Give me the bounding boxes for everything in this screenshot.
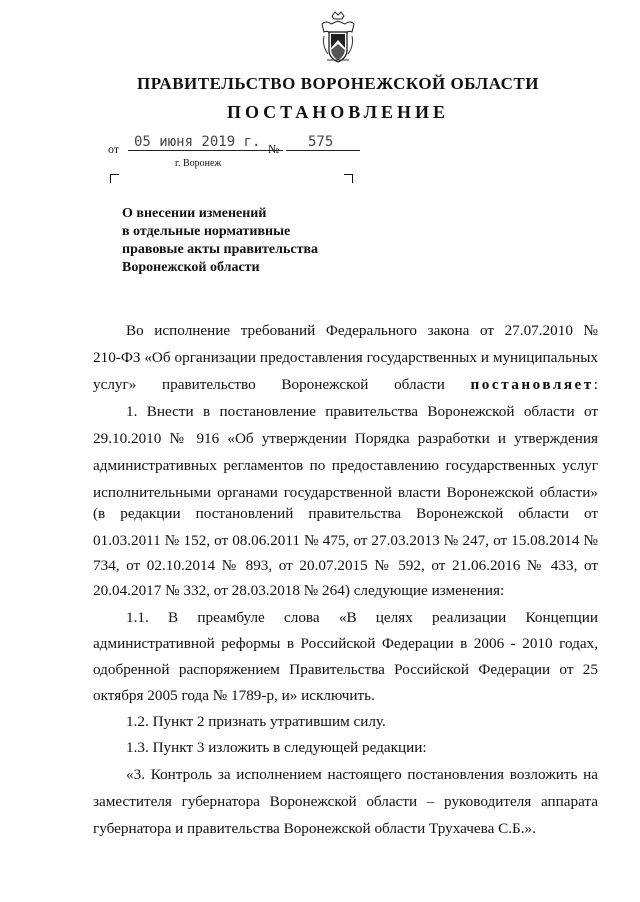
body-line: 01.03.2011 № 152, от 08.06.2011 № 475, от 27.03.2013 № 247, от 15.08.2014 №: [93, 532, 598, 549]
city-label: г. Воронеж: [175, 158, 222, 169]
document-subject: [122, 205, 382, 277]
number-sign-label: №: [268, 142, 280, 156]
date-prefix-label: от: [108, 142, 120, 156]
body-line: 1.3. Пункт 3 изложить в следующей редакции:: [126, 739, 427, 756]
corner-bracket-right: [344, 174, 353, 183]
decree-colon: :: [593, 376, 598, 393]
document-type-title: ПОСТАНОВЛЕНИЕ: [226, 102, 450, 122]
subject-line: О внесении изменений: [122, 206, 267, 221]
subject-line: Воронежской области: [122, 260, 260, 275]
body-line: «3. Контроль за исполнением настоящего постановления возложить на: [126, 766, 598, 783]
body-line: 734, от 02.10.2014 № 893, от 20.07.2015 № 592, от 21.06.2016 № 433, от: [93, 557, 598, 574]
body-line: 1. Внести в постановление правительства Воронежской области от: [126, 403, 598, 420]
body-line: исполнительными органами государственной власти Воронежской области»: [93, 484, 598, 501]
subject-line: правовые акты правительства: [122, 242, 319, 257]
document-number: 575: [286, 134, 360, 151]
body-line: заместителя губернатора Воронежской области – руководителя аппарата: [93, 793, 598, 810]
body-line: административных регламентов по предоставлению государственных услуг: [93, 457, 598, 474]
decree-word: постановляет: [470, 376, 594, 393]
body-line: 29.10.2010 № 916 «Об утверждении Порядка разработки и утверждения: [93, 430, 598, 447]
body-line: октября 2005 года № 1789-р, и» исключить.: [93, 687, 375, 704]
subject-line: в отдельные нормативные: [122, 224, 291, 239]
corner-bracket-left: [110, 174, 119, 183]
date-number-row: [108, 134, 368, 157]
body-line: (в редакции постановлений правительства Воронежской области от: [93, 505, 598, 522]
body-line: административной реформы в Российской Федерации в 2006 - 2010 годах,: [93, 635, 598, 652]
body-line: 1.1. В преамбуле слова «В целях реализации Концепции: [126, 609, 598, 626]
body-line: одобренной распоряжением Правительства Российской Федерации от 25: [93, 661, 598, 678]
decree-text: услуг» правительство Воронежской области: [93, 376, 445, 393]
body-line: губернатора и правительства Воронежской области Трухачева С.Б.».: [93, 820, 536, 837]
body-line-decree: [93, 376, 598, 394]
body-line: 20.04.2017 № 332, от 28.03.2018 № 264) следующие изменения:: [93, 582, 505, 599]
government-title: ПРАВИТЕЛЬСТВО ВОРОНЕЖСКОЙ ОБЛАСТИ: [136, 74, 539, 93]
body-line: 1.2. Пункт 2 признать утратившим силу.: [126, 713, 386, 730]
coat-of-arms-emblem: [318, 10, 358, 68]
body-line: 210-ФЗ «Об организации предоставления государственных и муниципальных: [93, 349, 598, 366]
body-line: Во исполнение требований Федерального закона от 27.07.2010 №: [126, 322, 598, 339]
document-date: 05 июня 2019 г.: [128, 134, 283, 151]
